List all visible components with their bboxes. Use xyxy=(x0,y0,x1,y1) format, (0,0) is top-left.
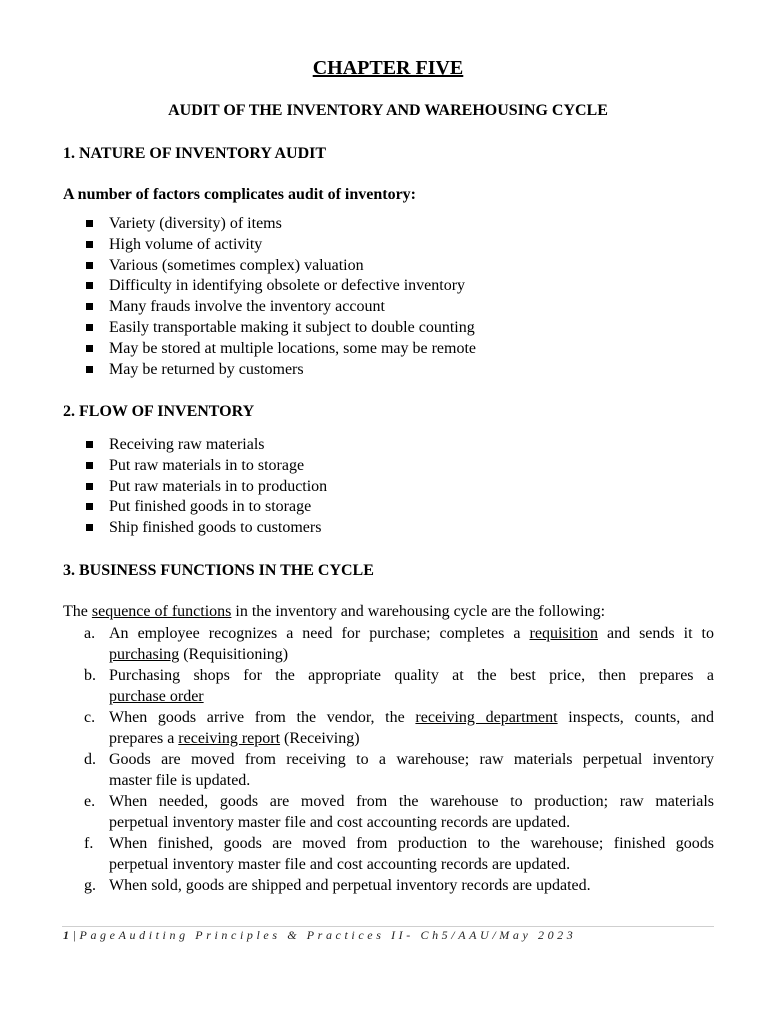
page-footer xyxy=(63,928,576,943)
list-item: Put finished goods in to storage xyxy=(0,497,327,518)
bullet-square-icon xyxy=(86,220,93,227)
bullet-square-icon xyxy=(86,483,93,490)
underlined-term: purchase order xyxy=(109,688,204,705)
bullet-square-icon xyxy=(86,345,93,352)
bullet-square-icon xyxy=(86,524,93,531)
bullet-square-icon xyxy=(86,503,93,510)
list-item: High volume of activity xyxy=(0,235,476,256)
bullet-square-icon xyxy=(86,241,93,248)
bullet-square-icon xyxy=(86,262,93,269)
footer-text: |PageAuditing Principles & Practices II- Ch5/AAU/May 2023 xyxy=(72,928,577,942)
bullet-square-icon xyxy=(86,366,93,373)
underlined-term: receiving department xyxy=(415,709,558,726)
section-1-bullet-list xyxy=(0,214,476,380)
list-item: May be stored at multiple locations, some may be remote xyxy=(0,339,476,360)
section-1-subheading: A number of factors complicates audit of inventory: xyxy=(63,186,416,203)
bullet-square-icon xyxy=(86,324,93,331)
underlined-term: purchasing xyxy=(109,646,180,663)
list-item: Receiving raw materials xyxy=(0,435,327,456)
list-item: Put raw materials in to storage xyxy=(0,456,327,477)
list-item: Various (sometimes complex) valuation xyxy=(0,256,476,277)
list-item: May be returned by customers xyxy=(0,360,476,381)
bullet-square-icon xyxy=(86,462,93,469)
list-item: Put raw materials in to production xyxy=(0,477,327,498)
list-item: Easily transportable making it subject to double counting xyxy=(0,318,476,339)
section-2-bullet-list xyxy=(0,435,327,539)
bullet-square-icon xyxy=(86,441,93,448)
page-number: 1 xyxy=(63,928,73,942)
section-2-heading: 2. FLOW OF INVENTORY xyxy=(63,403,255,420)
document-page: CHAPTER FIVE AUDIT OF THE INVENTORY AND WAREHOUSING CYCLE 1. NATURE OF INVENTORY AUDIT A number of factors complicates audit of inventory: Variety (diversity) of items High volume of activity Various (sometimes complex) valuation Difficulty in identifying obsolete or defective inventory Many frauds involve the inventory account Easily transportable making it subject to double counting May be stored at multiple locations, some may be remote May be returned by customers 2. FLOW OF INVENTORY Receiving raw materials Put raw materials in to storage Put raw materials in to production Put finished goods in to storage Ship finished goods to customers 3. BUSINESS FUNCTIONS IN THE CYCLE The sequence of functions in the inventory and warehousing cycle are the following: a. An employee recognizes a need for purchase; completes a requisition and sends it to purchasing (Requisitioning) b. Purchasing shops for the appropriate quality at the best price, then prepares a purchase order c. When goods arrive from the vendor, the receiving department inspects, counts, and prepares a receiving report (Receiving) d. Goods are moved from receiving to a warehouse; raw materials perpetual inventory master file is updated. e. When needed, goods are moved from the warehouse to production; raw materials perpetual inventory master file and cost accounting records are updated. f. When finished, goods are moved from production to the warehouse; finished goods perpetual inventory master file and cost accounting records are updated. g. When sold, goods are shipped and perpetual inventory records are updated. 1|PageAuditing Principles & Practices II- Ch5/AAU/May 2023 xyxy=(0,0,768,1024)
list-item: Ship finished goods to customers xyxy=(0,518,327,539)
list-item: Difficulty in identifying obsolete or defective inventory xyxy=(0,276,476,297)
section-3-heading: 3. BUSINESS FUNCTIONS IN THE CYCLE xyxy=(63,562,374,579)
list-item: Many frauds involve the inventory account xyxy=(0,297,476,318)
footer-divider xyxy=(62,926,714,927)
underlined-term: receiving report xyxy=(178,730,281,747)
chapter-title: CHAPTER FIVE xyxy=(312,57,464,79)
bullet-square-icon xyxy=(86,282,93,289)
section-1-heading: 1. NATURE OF INVENTORY AUDIT xyxy=(63,145,327,162)
underlined-term: sequence of functions xyxy=(91,603,232,620)
underlined-term: requisition xyxy=(529,625,598,642)
section-3-intro: The sequence of functions in the inventory and warehousing cycle are the following: xyxy=(63,603,606,620)
document-title: AUDIT OF THE INVENTORY AND WAREHOUSING CYCLE xyxy=(168,102,608,119)
list-item: Variety (diversity) of items xyxy=(0,214,476,235)
bullet-square-icon xyxy=(86,303,93,310)
